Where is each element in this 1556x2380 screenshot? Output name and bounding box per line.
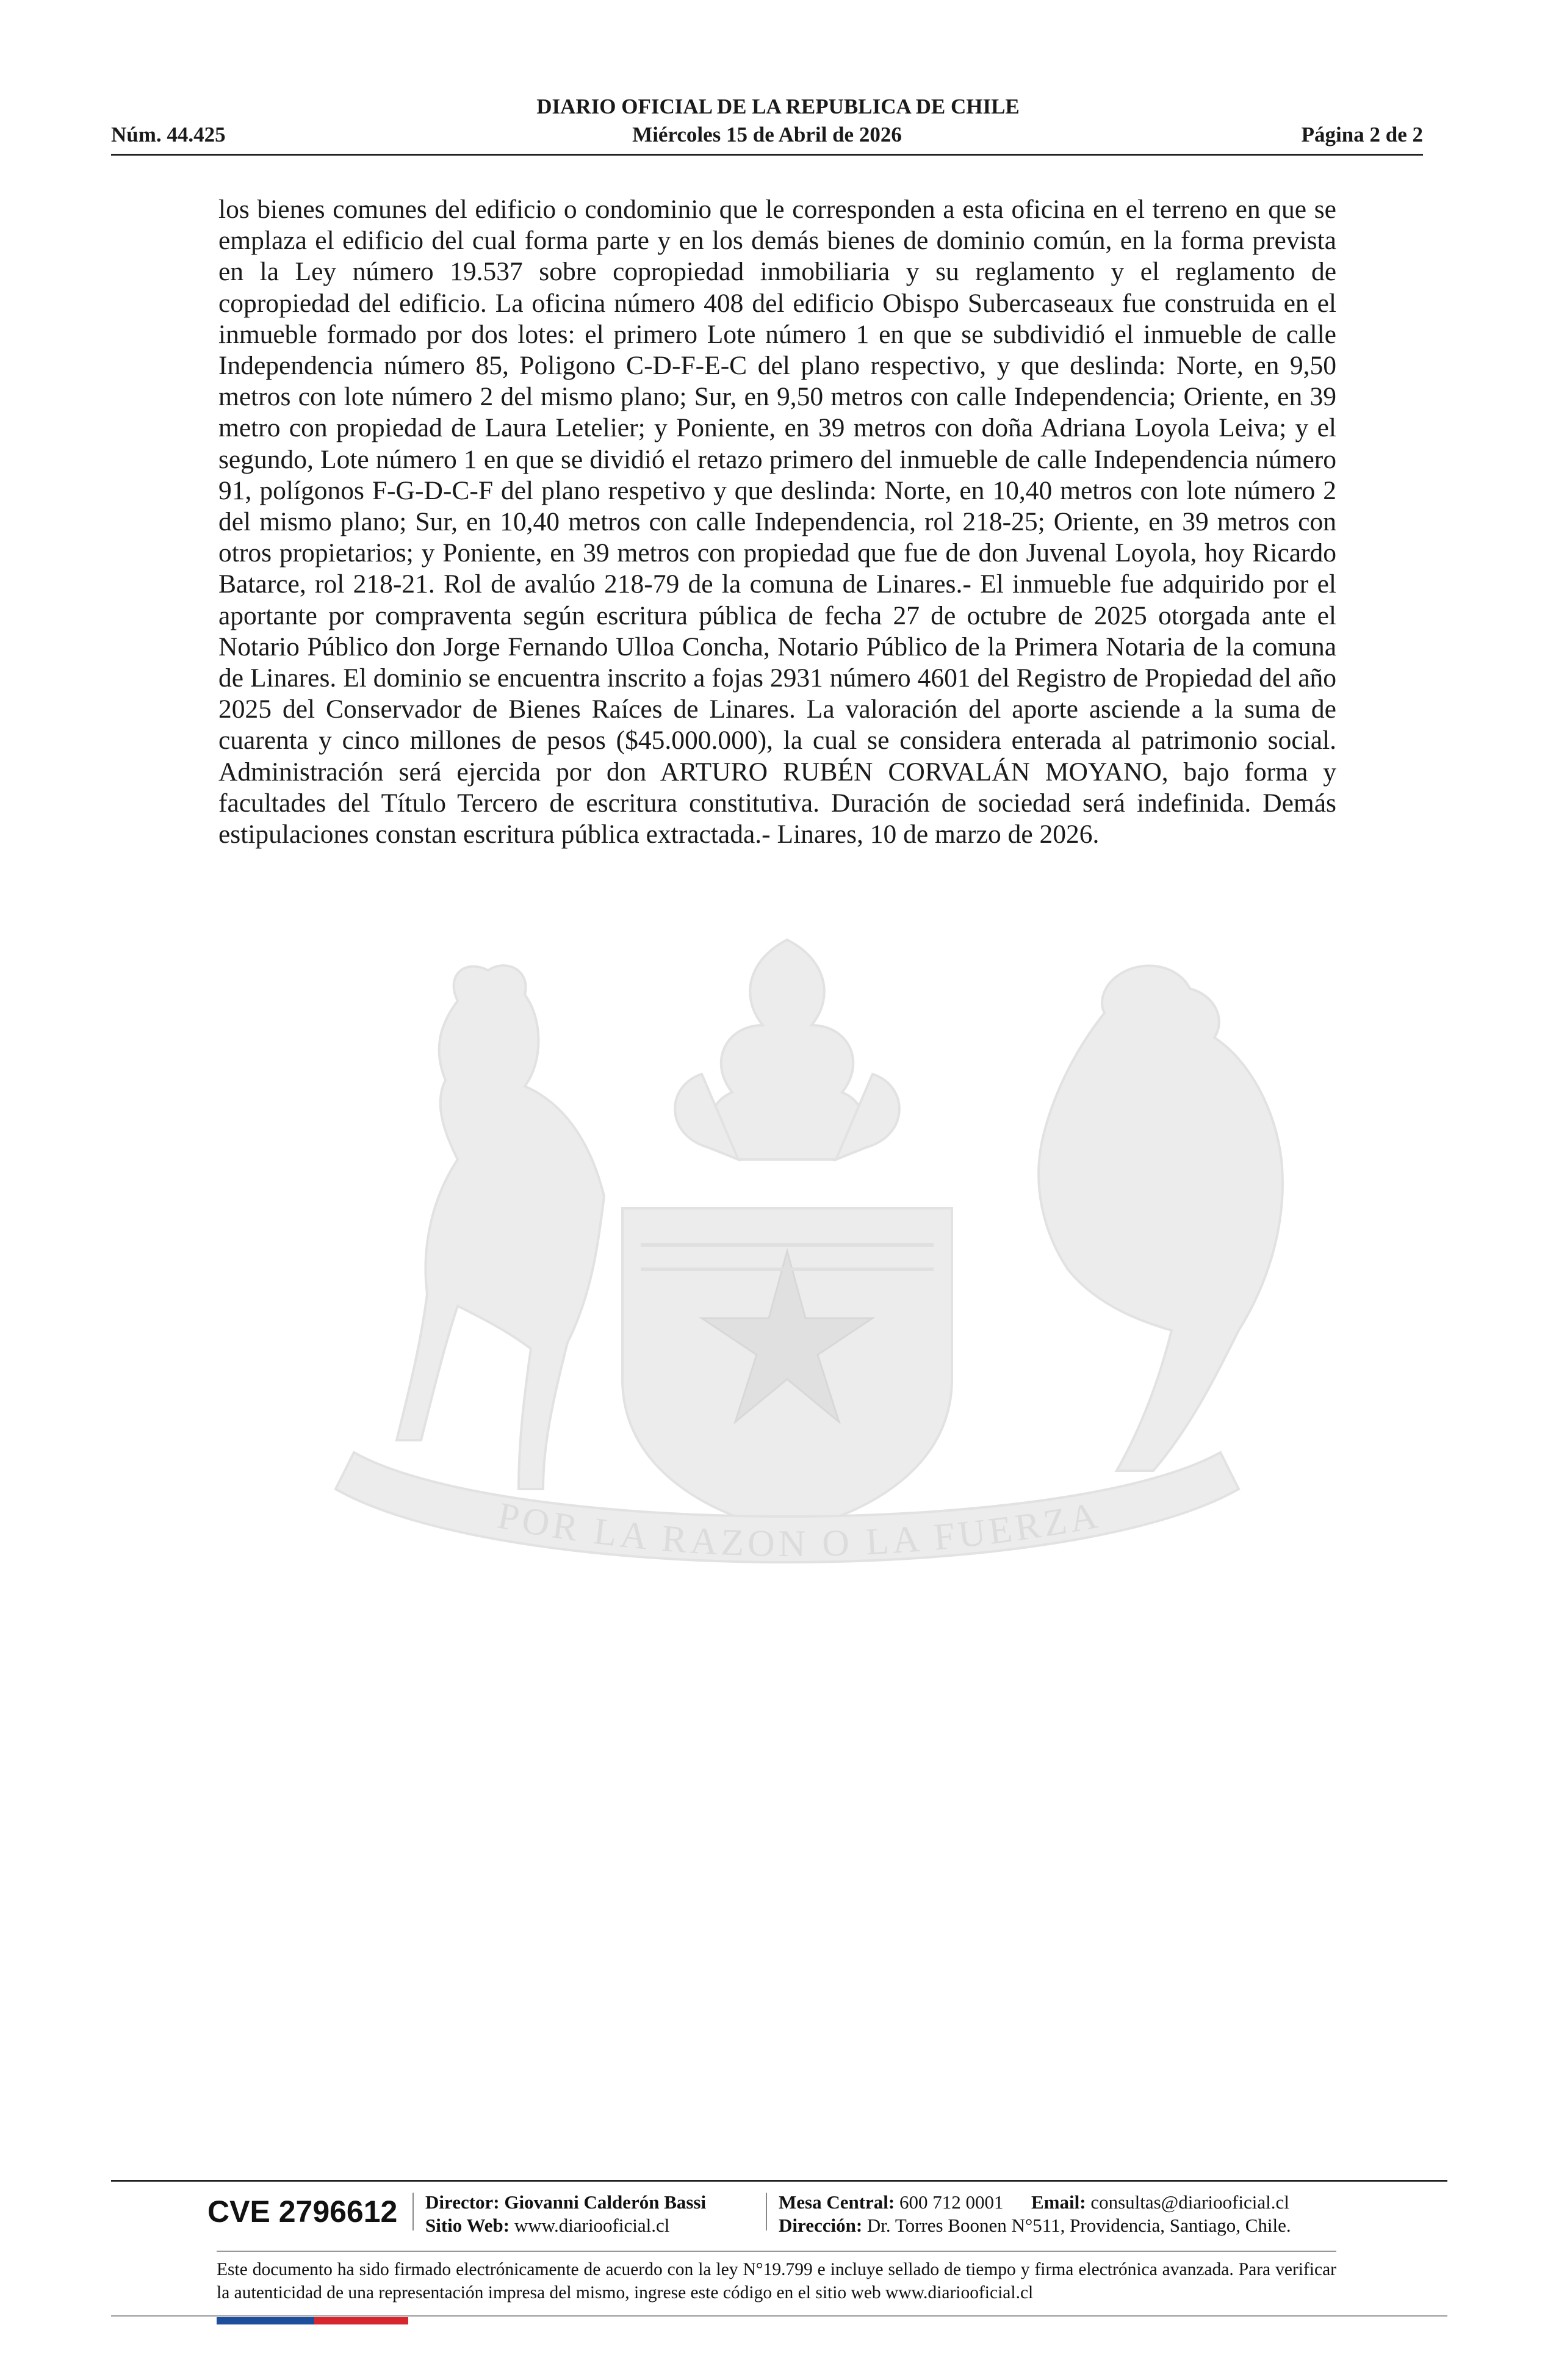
document-body: los bienes comunes del edificio o condominio que le corresponden a esta oficina en el terreno en que se emplaza el edificio del cual forma parte y en los demás bienes de dominio común, en la forma prevista en la Ley número 19.537 sobre copropiedad inmobiliaria y su reglamento y el reglamento de copropiedad del edificio. La oficina número 408 del edificio Obispo Subercaseaux fue construida en el inmueble formado por dos lotes: el primero Lote número 1 en que se subdividió el inmueble de calle Independencia número 85, Poligono C-D-F-E-C del plano respectivo, y que deslinda: Norte, en 9,50 metros con lote número 2 del mismo plano; Sur, en 9,50 metros con calle Independencia; Oriente, en 39 metro con propiedad de Laura Letelier; y Poniente, en 39 metros con doña Adriana Loyola Leiva; y el segundo, Lote número 1 en que se dividió el retazo primero del inmueble de calle Independencia número 91, polígonos F-G-D-C-F del plano respetivo y que deslinda: Norte, en 10,40 metros con lote número 2 del mismo plano; Sur, en 10,40 metros con calle Independencia, rol 218-25; Oriente, en 39 metros con otros propietarios; y Poniente, en 39 metros con propiedad que fue de don Juvenal Loyola, hoy Ricardo Batarce, rol 218-21. Rol de avalúo 218-79 de la comuna de Linares.- El inmueble fue adquirido por el aportante por compraventa según escritura pública de fecha 27 de octubre de 2025 otorgada ante el Notario Público don Jorge Fernando Ulloa Concha, Notario Público de la Primera Notaria de la comuna de Linares. El dominio se encuentra inscrito a fojas 2931 número 4601 del Registro de Propiedad del año 2025 del Conservador de Bienes Raíces de Linares. La valoración del aporte asciende a la suma de cuarenta y cinco millones de pesos ($45.000.000), la cual se considera enterada al patrimonio social. Administración será ejercida por don ARTURO RUBÉN CORVALÁN MOYANO, bajo forma y facultades del Título Tercero de escritura constitutiva. Duración de sociedad será indefinida. Demás estipulaciones constan escritura pública extractada.- Linares, 10 de marzo de 2026. [218, 195, 1336, 849]
newspaper-title: DIARIO OFICIAL DE LA REPUBLICA DE CHILE [536, 95, 1020, 118]
footer-bottom-divider [111, 2315, 1447, 2317]
address-label: Dirección: [779, 2215, 863, 2236]
footer-top-divider [111, 2180, 1447, 2182]
phone-value: 600 712 0001 [899, 2191, 1004, 2213]
footer-mid-divider [217, 2251, 1336, 2252]
issue-number: Núm. 44.425 [111, 123, 226, 146]
email-label: Email: [1031, 2191, 1086, 2213]
page-indicator: Página 2 de 2 [1301, 123, 1423, 146]
issue-date: Miércoles 15 de Abril de 2026 [632, 123, 902, 146]
motto-text: POR LA RAZON O LA FUERZA [494, 1494, 1104, 1565]
cve-code: CVE 2796612 [207, 2194, 398, 2229]
director-line [425, 2191, 706, 2214]
director-label: Director: [425, 2191, 500, 2213]
flag-red-stripe [314, 2317, 408, 2324]
chile-flag-bar [217, 2317, 408, 2324]
address-line [779, 2214, 1291, 2237]
address-value: Dr. Torres Boonen N°511, Providencia, Santiago, Chile. [866, 2215, 1291, 2236]
director-name: Giovanni Calderón Bassi [504, 2191, 707, 2213]
header-row [111, 122, 1423, 148]
footer-contact-block [779, 2191, 1291, 2237]
website-label: Sitio Web: [425, 2215, 510, 2236]
email-link[interactable]: consultas@diariooficial.cl [1090, 2191, 1289, 2213]
footer-director-block [425, 2191, 706, 2237]
contact-line [779, 2191, 1291, 2214]
legal-notice: Este documento ha sido firmado electrónicamente de acuerdo con la ley N°19.799 e incluye sellado de tiempo y firma electrónica avanzada. Para verificar la autenticidad de una representación impresa del mismo, ingrese este código en el sitio web www.diariooficial.cl [217, 2260, 1336, 2302]
website-line [425, 2214, 706, 2237]
phone-label: Mesa Central: [779, 2191, 895, 2213]
website-link[interactable]: www.diariooficial.cl [514, 2215, 670, 2236]
coat-of-arms-icon [201, 903, 1373, 1672]
footer-separator [766, 2193, 767, 2230]
header-divider [111, 154, 1423, 156]
footer-separator [412, 2193, 414, 2230]
flag-blue-stripe [217, 2317, 314, 2324]
